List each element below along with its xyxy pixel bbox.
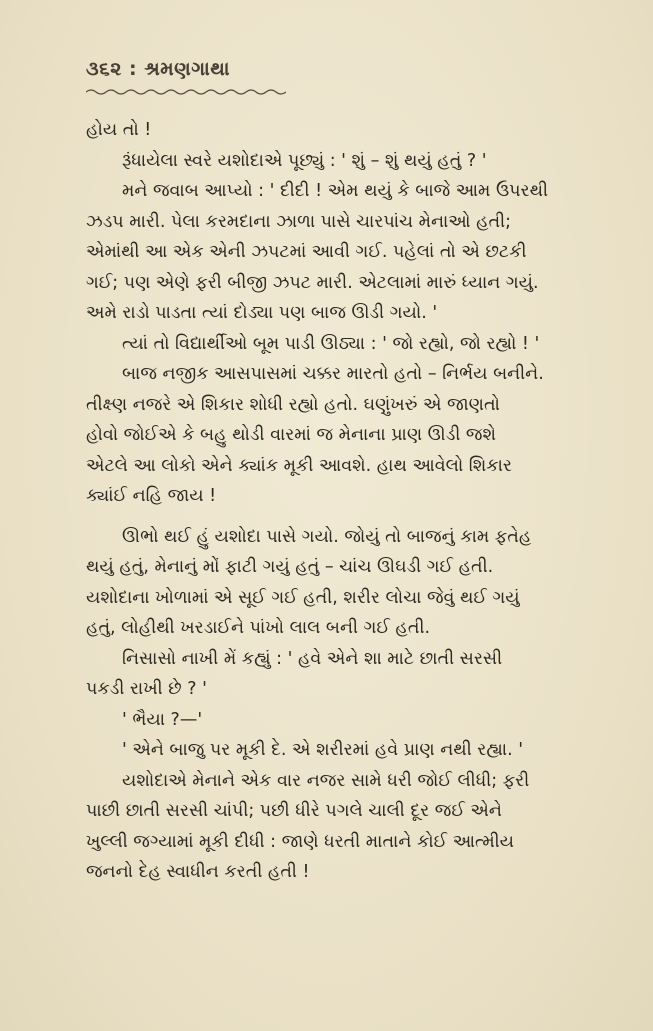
text-line: રૂંધાયેલા સ્વરે યશોદાએ પૂછ્યું : ' શું – શું થયું હતું ? ': [122, 150, 487, 171]
text-line: અમે રાડો પાડતા ત્યાં દોડ્યા પણ બાજ ઊડી ગયો. ': [86, 303, 438, 323]
text-line: હોવો જોઈએ કે બહુ થોડી વારમાં જ મેનાના પ્રાણ ઊડી જશે: [86, 425, 496, 445]
paragraph-gap: [86, 512, 586, 522]
text-line: ક્યાંઈ નહિ જાય !: [86, 486, 217, 506]
text-line: હતું, લોહીથી ખરડાઈને પાંખો લાલ બની ગઈ હતી.: [86, 618, 431, 638]
text-line: હોય તો !: [86, 120, 152, 140]
wavy-rule: [86, 88, 286, 96]
text-line: બાજ નજીક આસપાસમાં ચક્કર મારતો હતો – નિર્ભય બનીને.: [122, 364, 544, 384]
text-line: એમાંથી આ એક એની ઝપટમાં આવી ગઈ. પહેલાં તો એ છટકી: [86, 242, 527, 262]
text-line: ' ભૈયા ?—': [122, 709, 203, 730]
text-line: નિસાસો નાખી મેં કહ્યું : ' હવે એને શા માટે છાતી સરસી: [122, 648, 503, 669]
text-line: ખુલ્લી જગ્યામાં મૂકી દીધી : જાણે ધરતી માતાને કોઈ આત્મીય: [86, 831, 515, 852]
text-line: એટલે આ લોકો એને ક્યાંક મૂકી આવશે. હાથ આવેલો શિકાર: [86, 455, 512, 476]
text-line: તીક્ષ્ણ નજરે એ શિકાર શોધી રહ્યો હતો. ઘણુંખરું એ જાણતો: [86, 394, 500, 415]
text-line: યશોદાએ મેનાને એક વાર નજર સામે ધરી જોઈ લીધી; ફરી: [122, 770, 530, 791]
text-line: યશોદાના ખોળામાં એ સૂઈ ગઈ હતી, શરીર લોચા જેવું થઈ ગયું: [86, 587, 520, 608]
text-line: થયું હતું, મેનાનું મોં ફાટી ગયું હતું – ચાંચ ઊઘડી ગઈ હતી.: [86, 557, 494, 577]
text-line: ' એને બાજુ પર મૂકી દે. એ શરીરમાં હવે પ્રાણ નથી રહ્યા. ': [122, 740, 524, 760]
body-text: [86, 115, 586, 888]
text-line: પકડી રાખી છે ? ': [86, 679, 207, 699]
text-line: ઊભો થઈ હું યશોદા પાસે ગયો. જોયું તો બાજનું કામ ફતેહ: [122, 526, 532, 547]
text-line: ગઈ; પણ એણે ફરી બીજી ઝપટ મારી. એટલામાં મારું ધ્યાન ગયું.: [86, 272, 539, 293]
running-head: ૩૬૨ : શ્રમણગાથા: [86, 58, 230, 80]
text-line: મને જવાબ આપ્યો : ' દીદી ! એમ થયું કે બાજે આમ ઉપરથી: [122, 181, 549, 201]
text-line: પાછી છાતી સરસી ચાંપી; પછી ધીરે પગલે ચાલી દૂર જઈ એને: [86, 801, 502, 821]
text-line: ત્યાં તો વિદ્યાર્થીઓ બૂમ પાડી ઊઠ્યા : ' જો રહ્યો, જો રહ્યો ! ': [122, 333, 540, 354]
text-line: જનનો દેહ સ્વાધીન કરતી હતી !: [86, 862, 310, 882]
text-line: ઝડપ મારી. પેલા કરમદાના ઝાળા પાસે ચારપાંચ મેનાઓ હતી;: [86, 211, 512, 232]
